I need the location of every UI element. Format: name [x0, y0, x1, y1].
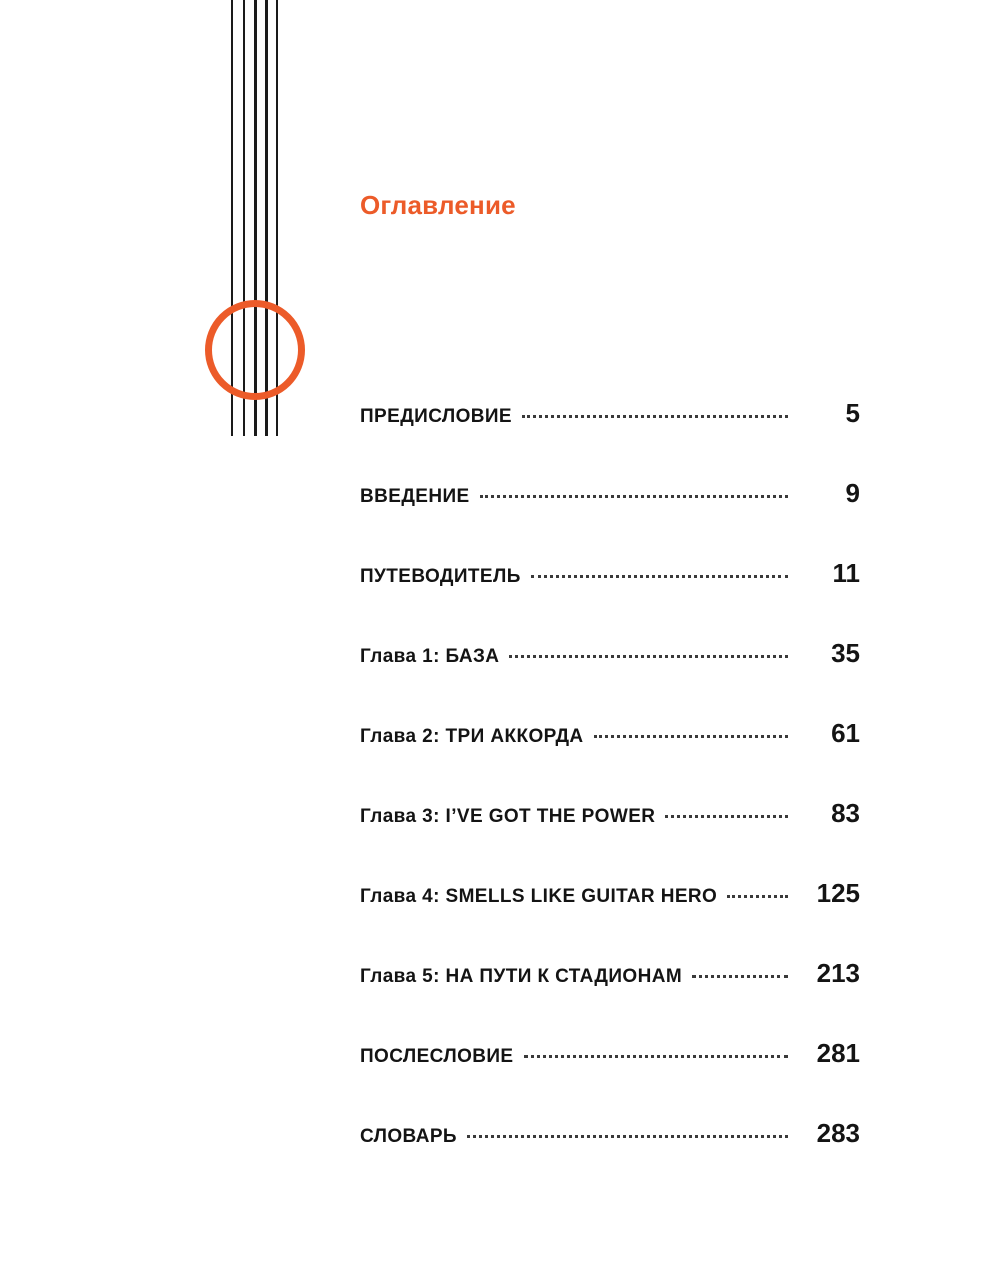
- toc-leader-dots: [665, 815, 788, 818]
- guitar-string-2: [243, 0, 245, 436]
- toc-entry-label: ПРЕДИСЛОВИЕ: [360, 406, 513, 427]
- toc-entry-label: Глава 3: I’VE GOT THE POWER: [360, 806, 656, 827]
- page-title: Оглавление: [360, 190, 516, 220]
- guitar-soundhole-icon: [205, 300, 305, 400]
- toc-entry-page: 35: [831, 638, 860, 668]
- toc-entry-label: Глава 2: ТРИ АККОРДА: [360, 726, 584, 747]
- toc-entry-page: 83: [831, 798, 860, 828]
- toc-entry-page: 281: [816, 1038, 860, 1068]
- guitar-string-3: [254, 0, 257, 436]
- toc-entry[interactable]: [360, 798, 860, 878]
- toc-entry-label: ВВЕДЕНИЕ: [360, 486, 470, 507]
- toc-entry[interactable]: [360, 958, 860, 1038]
- toc-entry[interactable]: [360, 1038, 860, 1118]
- toc-entry-page: 5: [845, 398, 860, 428]
- toc-entry-label: ПУТЕВОДИТЕЛЬ: [360, 566, 521, 587]
- toc-entry-label: СЛОВАРЬ: [360, 1126, 457, 1147]
- toc-entry[interactable]: [360, 398, 860, 478]
- toc-leader-dots: [594, 735, 788, 738]
- toc-entry[interactable]: [360, 558, 860, 638]
- guitar-decoration: [0, 0, 360, 460]
- toc-entry[interactable]: [360, 638, 860, 718]
- toc-leader-dots: [480, 495, 788, 498]
- guitar-string-1: [231, 0, 233, 436]
- toc-leader-dots: [522, 415, 788, 418]
- toc-entry[interactable]: [360, 1118, 860, 1198]
- guitar-string-4: [265, 0, 268, 436]
- table-of-contents: [360, 398, 860, 1198]
- toc-leader-dots: [467, 1135, 788, 1138]
- toc-entry-label: Глава 1: БАЗА: [360, 646, 500, 667]
- toc-entry[interactable]: [360, 478, 860, 558]
- toc-entry-page: 125: [816, 878, 860, 908]
- toc-leader-dots: [531, 575, 788, 578]
- guitar-string-5: [276, 0, 278, 436]
- toc-entry-page: 61: [831, 718, 860, 748]
- toc-entry-page: 213: [816, 958, 860, 988]
- toc-entry[interactable]: [360, 718, 860, 798]
- toc-entry-label: ПОСЛЕСЛОВИЕ: [360, 1046, 514, 1067]
- toc-leader-dots: [727, 895, 788, 898]
- toc-entry-label: Глава 5: НА ПУТИ К СТАДИОНАМ: [360, 966, 683, 987]
- toc-entry-page: 283: [816, 1118, 860, 1148]
- toc-leader-dots: [692, 975, 788, 978]
- toc-entry[interactable]: [360, 878, 860, 958]
- toc-leader-dots: [509, 655, 788, 658]
- toc-entry-page: 9: [845, 478, 860, 508]
- toc-entry-page: 11: [832, 558, 860, 588]
- toc-leader-dots: [524, 1055, 789, 1058]
- toc-entry-label: Глава 4: SMELLS LIKE GUITAR HERO: [360, 886, 718, 907]
